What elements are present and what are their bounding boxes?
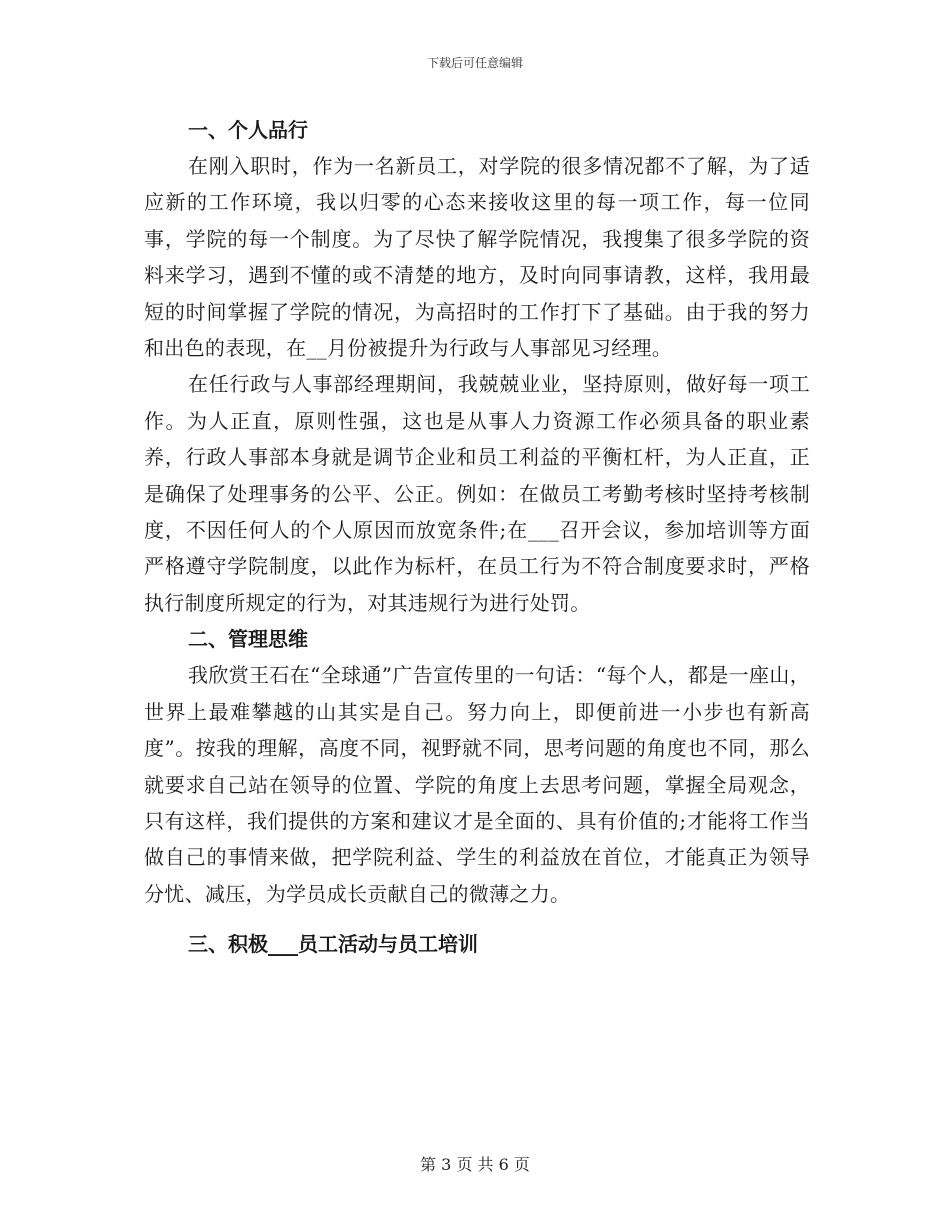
header-note: 下载后可任意编辑 — [426, 56, 523, 70]
section-heading-management-thinking: 二、管理思维 — [188, 627, 308, 652]
paragraph-joining: 在刚入职时，作为一名新员工，对学院的很多情况都不了解，为了适应新的工作环境，我以归零的心态来接收这里的每一项工作，每一位同事，学院的每一个制度。为了尽快了解学院情况，我搜集了很多学院的资料来学习，遇到不懂的或不清楚的地方，及时向同事请教，这样，我用最短的时间掌握了学院的情况，为高招时的工作打下了基础。由于我的努力和出色的表现，在__月份被提升为行政与人事部见习经理。 — [144, 154, 810, 361]
paragraph-manager-period: 在任行政与人事部经理期间，我兢兢业业，坚持原则，做好每一项工作。为人正直，原则性强，这也是从事人力资源工作必须具备的职业素养，行政人事部本身就是调节企业和员工利益的平衡杠杆，为人正直，正是确保了处理事务的公平、公正。例如：在做员工考勤考核时坚持考核制度，不因任何人的个人原因而放宽条件;在___召开会议，参加培训等方面严格遵守学院制度，以此作为标杆，在员工行为不符合制度要求时，严格执行制度所规定的行为，对其违规行为进行处罚。 — [144, 372, 810, 615]
section-heading-staff-activities: 三、积极___员工活动与员工培训 — [188, 932, 478, 957]
document-body — [144, 108, 810, 962]
section-heading-personal-conduct: 一、个人品行 — [188, 118, 308, 142]
page-number: 第 3 页 共 6 页 — [420, 1155, 530, 1174]
paragraph-management-thinking: 我欣赏王石在“全球通”广告宣传里的一句话：“每个人，都是一座山，世界上最难攀越的山其实是自己。努力向上，即便前进一小步也有新高度”。按我的理解，高度不同，视野就不同，思考问题的角度也不同，那么就要求自己站在领导的位置、学院的角度上去思考问题，掌握全局观念，只有这样，我们提供的方案和建议才是全面的、具有价值的;才能将工作当做自己的事情来做，把学院利益、学生的利益放在首位，才能真正为领导分忧、减压，为学员成长贡献自己的微薄之力。 — [144, 663, 810, 906]
